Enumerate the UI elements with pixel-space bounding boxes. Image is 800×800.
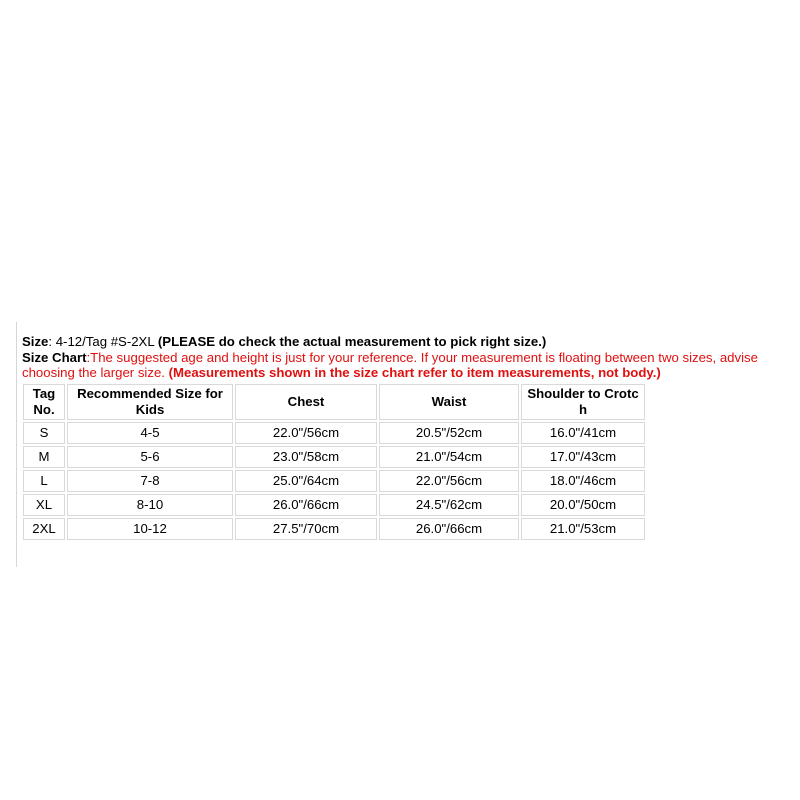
table-row xyxy=(23,422,645,444)
cell-tag: XL xyxy=(23,494,65,516)
header-shoulder-to-crotch xyxy=(521,384,645,420)
size-info-block xyxy=(22,334,794,542)
size-chart-line xyxy=(22,350,794,381)
cell-tag: L xyxy=(23,470,65,492)
cell-shoulder-to-crotch: 16.0"/41cm xyxy=(521,422,645,444)
table-header-row xyxy=(23,384,645,420)
table-row xyxy=(23,446,645,468)
table-row xyxy=(23,470,645,492)
left-divider xyxy=(16,322,17,567)
cell-tag: S xyxy=(23,422,65,444)
cell-chest: 26.0"/66cm xyxy=(235,494,377,516)
cell-shoulder-to-crotch: 18.0"/46cm xyxy=(521,470,645,492)
size-note: (PLEASE do check the actual measurement to pick right size.) xyxy=(157,334,547,349)
header-waist xyxy=(379,384,519,420)
header-text-line: Chest xyxy=(287,393,325,409)
table-body xyxy=(23,422,645,540)
table-row xyxy=(23,494,645,516)
cell-chest: 27.5"/70cm xyxy=(235,518,377,540)
cell-recommended-size: 5-6 xyxy=(67,446,233,468)
size-label: Size xyxy=(22,334,49,349)
cell-waist: 21.0"/54cm xyxy=(379,446,519,468)
header-text-line: Waist xyxy=(431,393,467,409)
cell-shoulder-to-crotch: 17.0"/43cm xyxy=(521,446,645,468)
size-value: : 4-12/Tag #S-2XL xyxy=(48,334,158,349)
cell-chest: 23.0"/58cm xyxy=(235,446,377,468)
size-chart-label: Size Chart xyxy=(22,349,87,365)
size-chart-note-bold: (Measurements shown in the size chart refer to item measurements, not body.) xyxy=(168,365,661,380)
header-text-line: Shoulder to Crotc xyxy=(527,385,639,401)
header-text-line: No. xyxy=(33,401,55,417)
cell-tag: 2XL xyxy=(23,518,65,540)
cell-shoulder-to-crotch: 21.0"/53cm xyxy=(521,518,645,540)
cell-chest: 22.0"/56cm xyxy=(235,422,377,444)
cell-chest: 25.0"/64cm xyxy=(235,470,377,492)
cell-recommended-size: 10-12 xyxy=(67,518,233,540)
cell-shoulder-to-crotch: 20.0"/50cm xyxy=(521,494,645,516)
size-chart-colon: : xyxy=(86,349,91,365)
cell-tag: M xyxy=(23,446,65,468)
header-recommended-size xyxy=(67,384,233,420)
header-text-line: Tag xyxy=(32,385,56,401)
cell-waist: 20.5"/52cm xyxy=(379,422,519,444)
header-text-line: h xyxy=(578,401,588,417)
header-tag-no xyxy=(23,384,65,420)
size-chart-table xyxy=(21,382,647,542)
header-text-line: Kids xyxy=(135,401,165,417)
cell-waist: 22.0"/56cm xyxy=(379,470,519,492)
size-chart-note: The suggested age and height is just for your reference. If your measurement is floating between two sizes, advise choosing the larger size. xyxy=(22,349,758,380)
cell-recommended-size: 7-8 xyxy=(67,470,233,492)
header-chest xyxy=(235,384,377,420)
cell-recommended-size: 4-5 xyxy=(67,422,233,444)
size-line xyxy=(22,334,794,350)
cell-recommended-size: 8-10 xyxy=(67,494,233,516)
cell-waist: 24.5"/62cm xyxy=(379,494,519,516)
table-row xyxy=(23,518,645,540)
header-text-line: Recommended Size for xyxy=(77,385,223,401)
cell-waist: 26.0"/66cm xyxy=(379,518,519,540)
